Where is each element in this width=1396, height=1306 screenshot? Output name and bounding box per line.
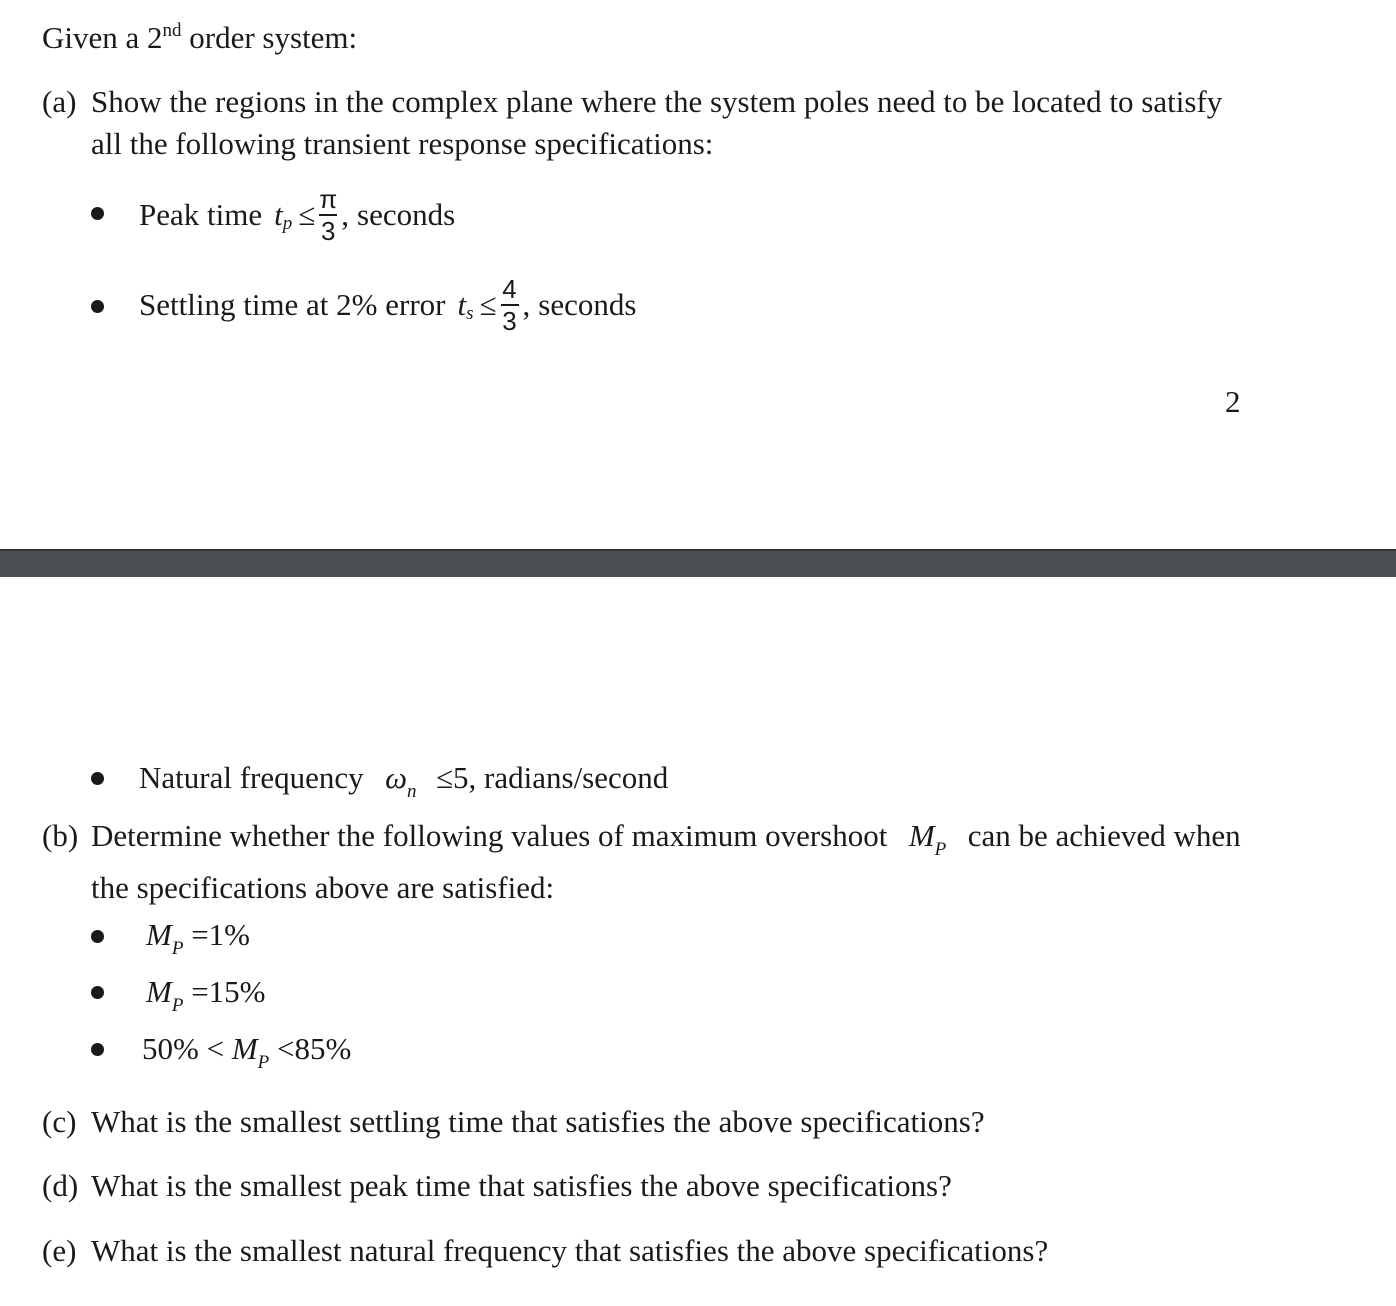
spec-natural-label: Natural frequency <box>139 760 364 795</box>
option-2-suffix: =15% <box>191 974 266 1009</box>
overshoot-option-3 <box>142 1031 352 1073</box>
spec-settling-label: Settling time at 2% error <box>139 286 446 322</box>
option-1-sub: P <box>171 938 184 959</box>
option-2-sub: P <box>171 995 184 1016</box>
part-e-text: What is the smallest natural frequency that satisfies the above specifications? <box>91 1233 1049 1268</box>
option-3-sub: P <box>257 1052 270 1073</box>
part-b-line1-a: Determine whether the following values of maximum overshoot <box>91 818 888 853</box>
spec-settling-unit: seconds <box>538 286 637 322</box>
part-c-label: (c) <box>42 1104 77 1139</box>
bullet-icon <box>91 1043 104 1056</box>
option-3-var: M <box>231 1031 258 1066</box>
part-c-text: What is the smallest settling time that satisfies the above specifications? <box>91 1104 985 1139</box>
option-1-var: M <box>146 917 172 952</box>
part-a-line2: all the following transient response specifications: <box>91 126 714 161</box>
spec-settling-fraction <box>499 274 521 334</box>
part-b-label: (b) <box>42 818 79 853</box>
part-b-var: M <box>908 818 935 853</box>
bullet-icon <box>91 930 104 943</box>
part-b-line2: the specifications above are satisfied: <box>91 870 555 905</box>
page-number: 2 <box>1225 384 1241 419</box>
spec-peak-sub: p <box>282 212 293 234</box>
part-b-line1 <box>91 818 1241 860</box>
spec-peak-time <box>139 184 455 244</box>
option-1-suffix: =1% <box>191 917 250 952</box>
spec-peak-fraction <box>317 184 339 244</box>
overshoot-option-1 <box>146 917 250 959</box>
spec-settling-comma: , <box>522 286 531 322</box>
part-d-label: (d) <box>42 1168 79 1203</box>
intro-prefix: Given a 2 <box>42 20 163 55</box>
overshoot-option-2 <box>146 974 266 1016</box>
spec-peak-unit: seconds <box>357 196 456 232</box>
bullet-icon <box>91 772 104 785</box>
spec-peak-var: t <box>274 196 283 232</box>
spec-peak-comma: , <box>341 196 349 232</box>
part-e-label: (e) <box>42 1233 77 1268</box>
spec-peak-label: Peak time <box>139 196 263 232</box>
option-3-prefix: 50% < <box>142 1031 225 1066</box>
spec-natural-sub: n <box>407 781 417 802</box>
part-d-text: What is the smallest peak time that satisfies the above specifications? <box>91 1168 952 1203</box>
intro-line <box>42 22 357 53</box>
spec-natural-relation: ≤5, <box>436 760 477 795</box>
part-b-line1-b: can be achieved when <box>967 818 1241 853</box>
part-b-sub: P <box>934 839 947 860</box>
bullet-icon <box>91 986 104 999</box>
part-a-line1: Show the regions in the complex plane where the system poles need to be located to satisfy <box>91 84 1223 119</box>
part-a-label: (a) <box>42 84 77 119</box>
intro-suffix: order system: <box>189 20 358 55</box>
page-divider <box>0 549 1396 577</box>
option-2-var: M <box>146 974 172 1009</box>
spec-peak-numerator: π <box>319 184 338 214</box>
spec-natural-unit: radians/second <box>484 760 669 795</box>
intro-superscript: nd <box>162 20 182 41</box>
spec-settling-relation: ≤ <box>479 286 497 322</box>
spec-natural-frequency <box>139 760 669 802</box>
spec-peak-denominator: 3 <box>321 216 336 246</box>
spec-settling-sub: s <box>466 302 474 324</box>
bullet-icon <box>91 300 104 313</box>
spec-natural-var: ω <box>385 760 408 795</box>
spec-settling-var: t <box>457 286 467 322</box>
spec-settling-numerator: 4 <box>502 274 517 304</box>
spec-peak-relation: ≤ <box>298 196 316 232</box>
spec-settling-denominator: 3 <box>502 306 517 336</box>
option-3-suffix: <85% <box>277 1031 352 1066</box>
spec-settling-time <box>139 274 636 334</box>
bullet-icon <box>91 207 104 220</box>
